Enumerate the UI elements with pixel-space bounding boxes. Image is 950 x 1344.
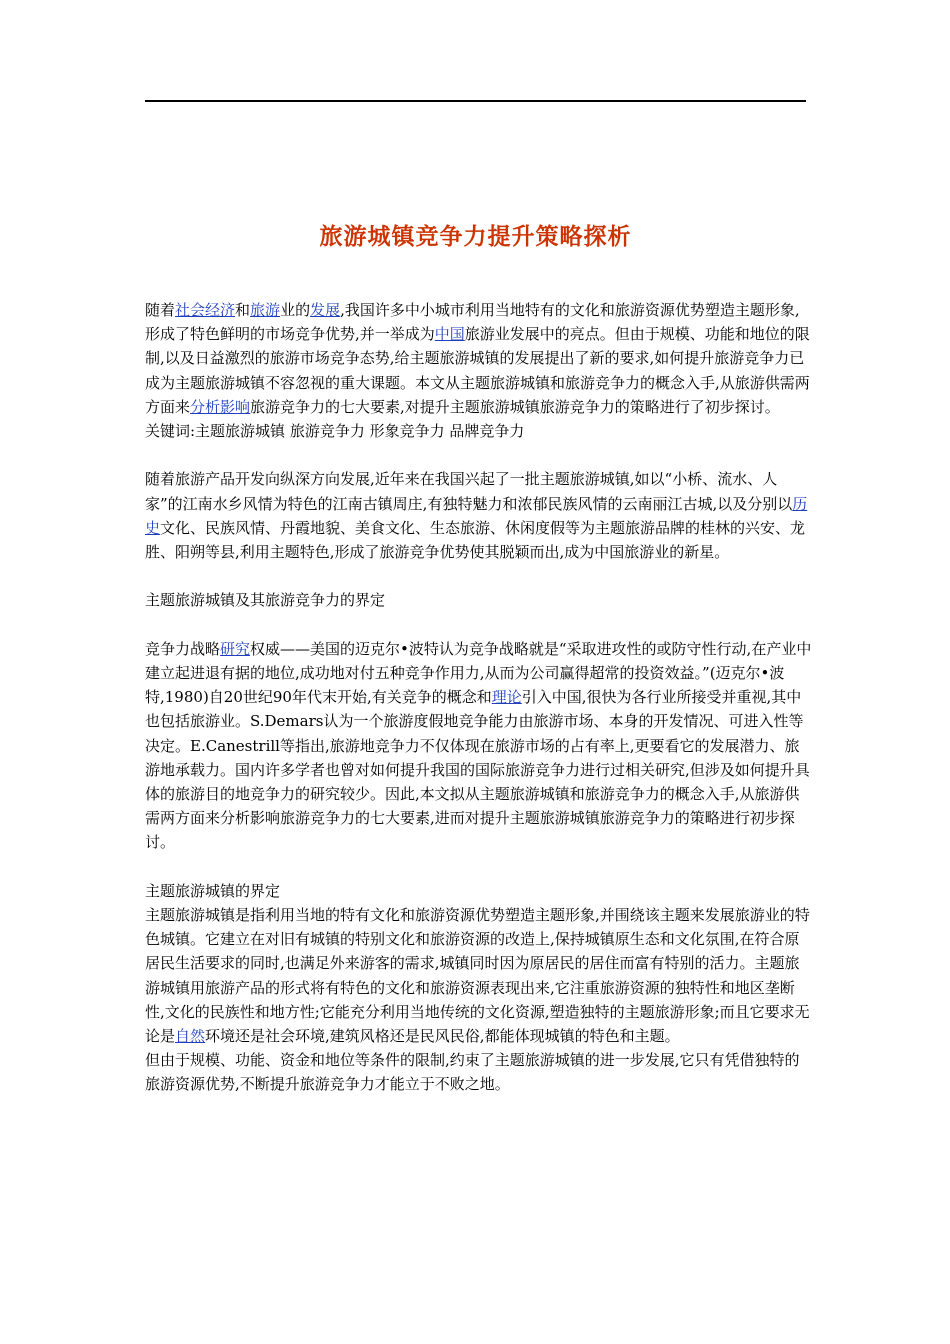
section1-paragraph — [145, 637, 813, 855]
link-analysis[interactable]: 分析影响 — [190, 397, 251, 416]
intro-paragraph — [145, 467, 813, 564]
section1-text: 权威——美国的迈克尔•波特认为竞争战略就是“采取进攻性的或防守性行动,在产业中建立起进退有据的地位,成功地对付五种竞争作用力,从而为公司赢得超常的投资效益。”(迈克尔•波特,1980)自20世纪90年代末开始,有关竞争的概念和 — [145, 639, 812, 707]
abstract-text: 旅游竞争力的七大要素,对提升主题旅游城镇旅游竞争力的策略进行了初步探讨。 — [250, 397, 780, 416]
paragraph-gap — [145, 613, 813, 637]
link-research[interactable]: 研究 — [220, 639, 251, 658]
link-theory[interactable]: 理论 — [491, 688, 522, 707]
intro-text: 随着旅游产品开发向纵深方向发展,近年来在我国兴起了一批主题旅游城镇,如以“小桥、流水、人家”的江南水乡风情为特色的江南古镇周庄,有独特魅力和浓郁民族风情的云南丽江古城,以及分别以 — [145, 470, 793, 513]
abstract-paragraph — [145, 298, 813, 419]
section2-paragraph — [145, 903, 813, 1048]
section2-text: 环境还是社会环境,建筑风格还是民风民俗,都能体现城镇的特色和主题。 — [205, 1027, 680, 1046]
section2-heading: 主题旅游城镇的界定 — [145, 881, 281, 900]
link-history[interactable]: 历史 — [145, 494, 808, 537]
section1-heading: 主题旅游城镇及其旅游竞争力的界定 — [145, 591, 386, 610]
section1-text: 竞争力战略 — [145, 639, 221, 658]
document-body — [145, 298, 813, 1097]
section2-paragraph-2: 但由于规模、功能、资金和地位等条件的限制,约束了主题旅游城镇的进一步发展,它只有凭借独特的旅游资源优势,不断提升旅游竞争力才能立于不败之地。 — [145, 1051, 800, 1094]
link-development[interactable]: 发展 — [310, 301, 341, 319]
intro-text: 文化、民族风情、丹霞地貌、美食文化、生态旅游、休闲度假等为主题旅游品牌的桂林的兴安、龙胜、阳朔等县,利用主题特色,形成了旅游竞争优势使其脱颖而出,成为中国旅游业的新星。 — [145, 518, 806, 562]
header-rule — [145, 100, 806, 102]
link-china[interactable]: 中国 — [434, 325, 465, 344]
keywords: 关键词:主题旅游城镇 旅游竞争力 形象竞争力 品牌竞争力 — [145, 422, 525, 441]
section1-text: 引入中国,很快为各行业所接受并重视,其中也包括旅游业。S.Demars认为一个旅游度假地竞争能力由旅游市场、本身的开发情况、可进入性等决定。E.Canestrill等指出,旅游地竞争力不仅体现在旅游市场的占有率上,更要看它的发展潜力、旅游地承载力。国内许多学者也曾对如何提升我国的国际旅游竞争力进行过相关研究,但涉及如何提升具体的旅游目的地竞争力的研究较少。因此,本文拟从主题旅游城镇和旅游竞争力的概念入手,从旅游供需两方面来分析影响旅游竞争力的七大要素,进而对提升主题旅游城镇旅游竞争力的策略进行初步探讨。 — [145, 688, 810, 852]
abstract-text: 旅游业发展中的亮点。但由于规模、功能和地位的限制,以及日益激烈的旅游市场竞争态势,给主题旅游城镇的发展提出了新的要求,如何提升旅游竞争力已成为主题旅游城镇不容忽视的重大课题。本文从主题旅游城镇和旅游竞争力的概念入手,从旅游供需两方面来 — [145, 325, 810, 416]
link-social-economy[interactable]: 社会经济 — [175, 301, 236, 319]
paragraph-gap — [145, 564, 813, 588]
document-title: 旅游城镇竞争力提升策略探析 — [319, 224, 632, 250]
abstract-text: 业的 — [280, 301, 311, 319]
abstract-text: 随着 — [145, 301, 176, 319]
section2-text: 主题旅游城镇是指利用当地的特有文化和旅游资源优势塑造主题形象,并围绕该主题来发展旅游业的特色城镇。它建立在对旧有城镇的特别文化和旅游资源的改造上,保持城镇原生态和文化氛围,在符合原居民生活要求的同时,也满足外来游客的需求,城镇同时因为原居民的居住而富有特别的活力。主题旅游城镇用旅游产品的形式将有特色的文化和旅游资源表现出来,它注重旅游资源的独特性和地区垄断性,文化的民族性和地方性;它能充分利用当地传统的文化资源,塑造独特的主题旅游形象;而且它要求无论是 — [145, 906, 810, 1046]
link-nature[interactable]: 自然 — [175, 1027, 206, 1046]
abstract-text: ,我国许多中小城市利用当地特有的文化和旅游资源优势塑造主题形象,形成了特色鲜明的市场竞争优势,并一举成为 — [145, 301, 800, 344]
paragraph-gap — [145, 443, 813, 467]
abstract-text: 和 — [235, 301, 251, 319]
paragraph-gap — [145, 855, 813, 879]
link-tourism[interactable]: 旅游 — [250, 301, 281, 319]
